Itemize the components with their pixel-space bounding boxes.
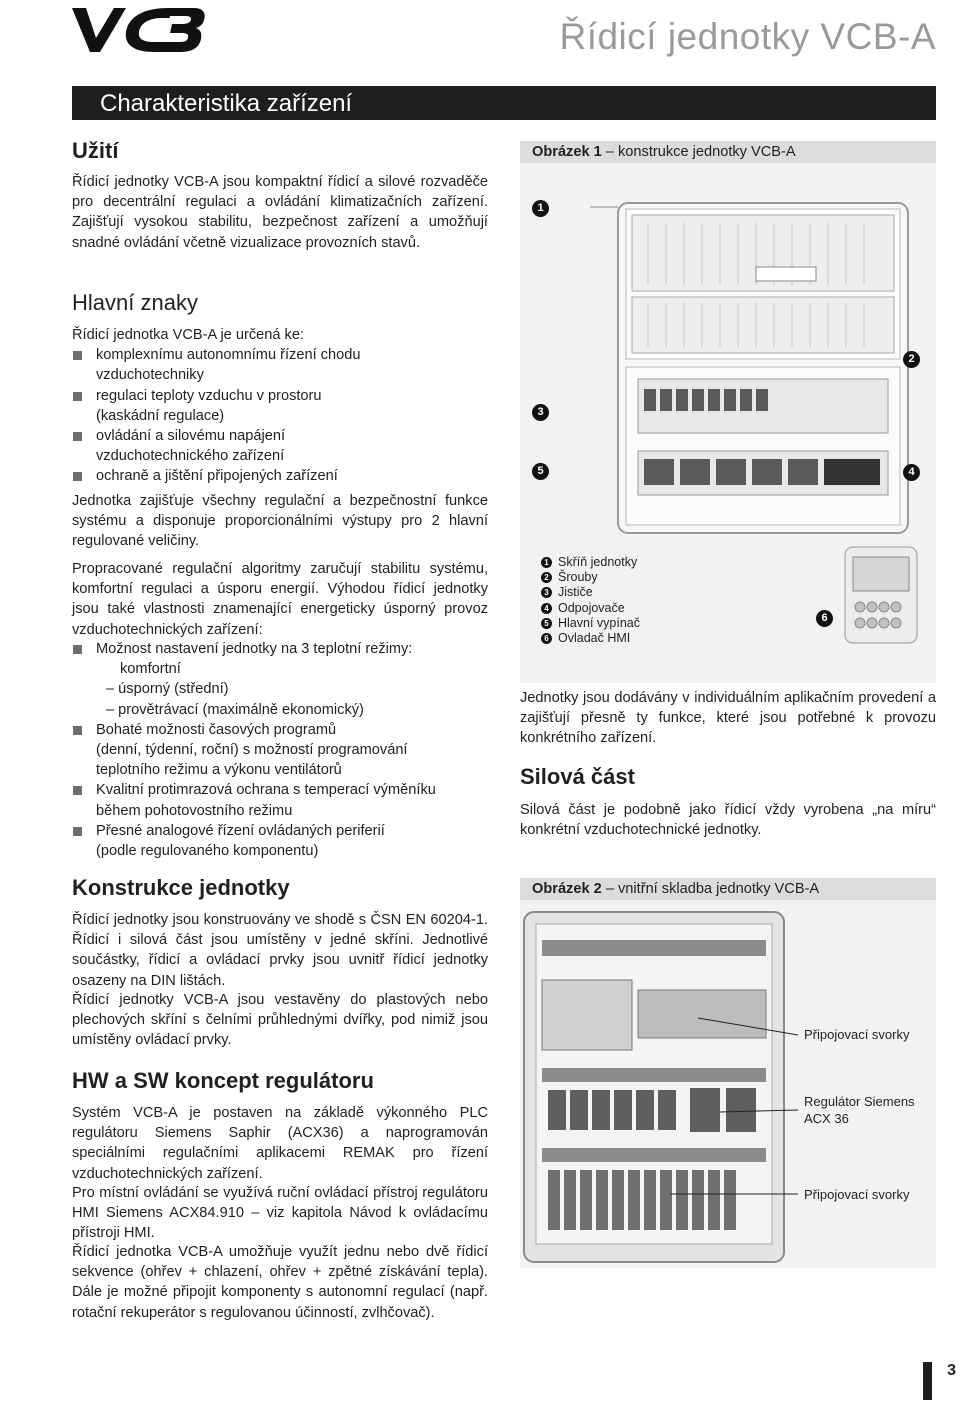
mode-item: – úsporný (střední) — [106, 681, 229, 698]
heading-hlavni-znaky: Hlavní znaky — [72, 290, 198, 315]
section-banner — [72, 86, 936, 120]
vcb-logo — [70, 4, 206, 54]
konstrukce-paragraph-2: Řídicí jednotky VCB-A jsou vestavěny do plastových nebo plechových skříní s čelními průhlednými dvířky, pod nimiž jsou umístěny ovládací prvky. — [72, 992, 488, 1049]
figure-2-panel — [520, 900, 936, 1268]
figure-2-caption-text: – vnitřní skladba jednotky VCB-A — [605, 881, 820, 897]
mode-item: – provětrávací (maximálně ekonomický) — [106, 701, 364, 718]
heading-hw-sw: HW a SW koncept regulátoru — [72, 1068, 374, 1093]
marker-4: 4 — [903, 464, 920, 481]
feature-continuation: teplotního režimu a výkonu ventilátorů — [96, 762, 342, 779]
feature-continuation: (denní, týdenní, roční) s možností programování — [96, 741, 408, 758]
hlavni-znaky-list — [72, 325, 488, 487]
bullet-continuation: vzduchotechniky — [96, 367, 204, 384]
marker-5: 5 — [532, 463, 549, 480]
legend-item: 3 Jističe — [520, 585, 640, 600]
bullet-item: regulaci teploty vzduchu v prostoru — [72, 386, 488, 406]
figure-2-label: Obrázek 2 — [532, 881, 602, 897]
legend-item: 2 Šrouby — [520, 570, 640, 585]
feature-continuation: (podle regulovaného komponentu) — [96, 842, 319, 859]
marker-1: 1 — [532, 200, 549, 217]
bullet-item: komplexnímu autonomnímu řízení chodu — [72, 345, 488, 365]
banner-title: Charakteristika zařízení — [100, 90, 353, 117]
legend-item: 5 Hlavní vypínač — [520, 616, 640, 631]
figure-1-caption-text: – konstrukce jednotky VCB-A — [605, 144, 796, 160]
figure-1-label: Obrázek 1 — [532, 144, 602, 160]
document-title: Řídicí jednotky VCB-A — [559, 16, 936, 57]
hwsw-paragraph-2: Pro místní ovládání se využívá ruční ovládací přístroj regulátoru HMI Siemens ACX84.910 – viz kapitola Návod k ovládacímu přístroji HMI. — [72, 1185, 488, 1242]
hwsw-paragraph-1: Systém VCB-A je postaven na základě výkonného PLC regulátoru Siemens Saphir (ACX36) a naprogramován speciálními regulačními aplikacemi REMAK pro řízení vzduchotechnických zařízení. — [72, 1105, 488, 1182]
figure-1-caption — [532, 144, 796, 160]
figure-1-caption-bar — [520, 141, 936, 163]
hwsw-paragraph-3: Řídicí jednotka VCB-A umožňuje využít jednu nebo dvě řídicí sekvence (ohřev + chlazení, ohřev + zpětné získávání tepla). Dále je možné připojit komponenty s autonomní regulací (např. rotační rekuperátor s regulovanou účinností, zvlhčovač). — [72, 1244, 488, 1321]
legend-item: 6 Ovladač HMI — [520, 631, 640, 646]
feature-item: Možnost nastavení jednotky na 3 teplotní režimy: — [72, 639, 488, 659]
uziti-text: Řídicí jednotky VCB-A jsou kompaktní řídicí a silové rozvaděče pro decentrální regulaci a ovládání klimatizačních zařízení. Zajišťují vysokou stabilitu, bezpečnost zařízení a umožňují snadné ovládání včetně vizualizace provozních stavů. — [72, 174, 488, 251]
marker-2: 2 — [903, 351, 920, 368]
callout-terminals-bottom: Připojovací svorky — [804, 1187, 910, 1202]
bullet-item: ovládání a silovému napájení — [72, 426, 488, 446]
feature-item: Bohaté možnosti časových programů — [72, 720, 488, 740]
legend-item: 1 Skříň jednotky — [520, 555, 640, 570]
figure-2-caption-bar — [520, 878, 936, 900]
bullet-continuation: vzduchotechnického zařízení — [96, 448, 285, 465]
cabinet-interior-illustration — [520, 900, 936, 1268]
hlavni-intro: Řídicí jednotka VCB-A je určená ke: — [72, 327, 304, 343]
features-list — [72, 639, 488, 861]
page-number-bar — [923, 1362, 932, 1400]
feature-continuation: během pohotovostního režimu — [96, 802, 293, 819]
callout-regulator: Regulátor Siemens ACX 36 — [804, 1094, 915, 1126]
figure-1-legend — [520, 555, 640, 646]
silova-text: Silová část je podobně jako řídicí vždy vyrobena „na míru“ konkrétní vzduchotechnické jednotky. — [520, 802, 936, 839]
figure-1-panel — [520, 163, 936, 683]
feature-item: Přesné analogové řízení ovládaných periferií — [72, 821, 488, 841]
figure-2-caption — [532, 881, 819, 897]
heading-konstrukce: Konstrukce jednotky — [72, 875, 290, 900]
hlavni-paragraph-1: Jednotka zajišťuje všechny regulační a bezpečnostní funkce systému a disponuje proporcionálními výstupy pro 2 hlavní regulované veličiny. — [72, 493, 488, 550]
feature-item: Kvalitní protimrazová ochrana s temperací výměníku — [72, 780, 488, 800]
marker-3: 3 — [532, 404, 549, 421]
legend-item: 4 Odpojovače — [520, 601, 640, 616]
konstrukce-paragraph-1: Řídicí jednotky jsou konstruovány ve shodě s ČSN EN 60204-1. Řídicí i silová část jsou umístěny v jedné skříni. Jednotlivé součástky, řídicí a ovládací prvky jsou uvnitř řídicí jednotky osazeny na DIN lištách. — [72, 912, 488, 989]
hlavni-paragraph-2: Propracované regulační algoritmy zaručují stabilitu systému, komfortní regulaci a úsporu energií. Výhodou řídicí jednotky jsou také vlastnosti znamenající energeticky úsporný provoz vzduchotechnických zařízení: — [72, 561, 488, 638]
dodavani-text: Jednotky jsou dodávány v individuálním aplikačním provedení a zajišťují přesně ty funkce, které jsou potřebné k provozu konkrétního zařízení. — [520, 690, 936, 747]
page-number: 3 — [947, 1362, 956, 1379]
callout-terminals-top: Připojovací svorky — [804, 1027, 910, 1042]
mode-item: komfortní — [120, 661, 181, 678]
heading-uziti: Užití — [72, 138, 119, 163]
marker-6: 6 — [816, 610, 833, 627]
bullet-item: ochraně a jištění připojených zařízení — [72, 466, 488, 486]
heading-silova-cast: Silová část — [520, 764, 635, 789]
bullet-continuation: (kaskádní regulace) — [96, 407, 225, 424]
